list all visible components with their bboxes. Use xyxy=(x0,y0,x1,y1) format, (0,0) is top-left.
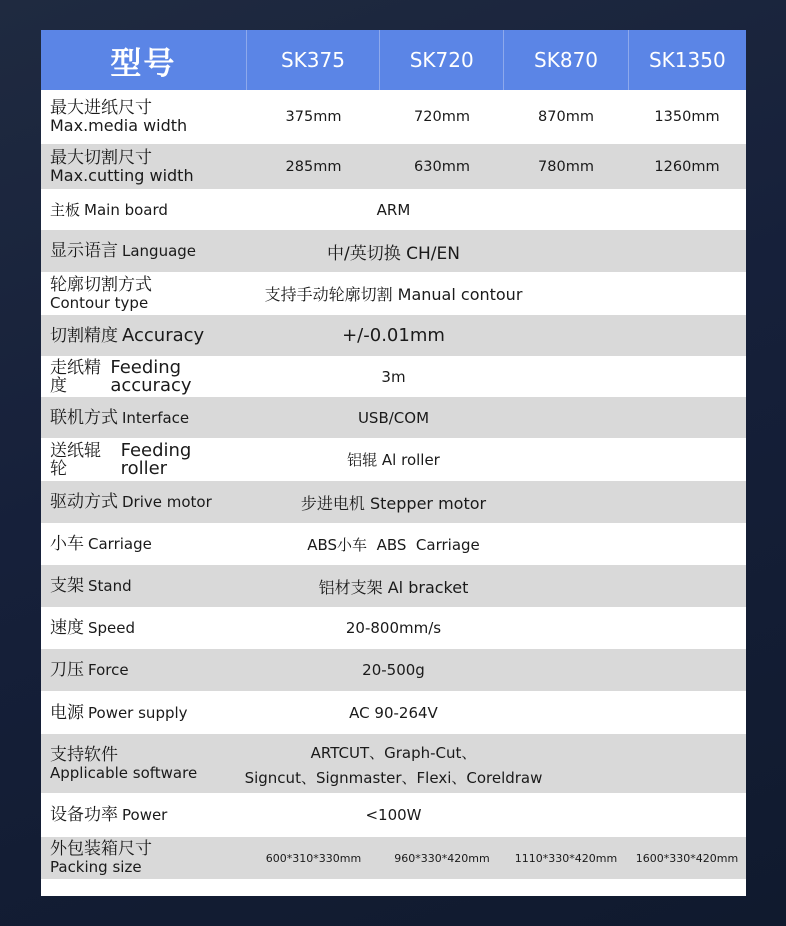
label-zh: 最大进纸尺寸 xyxy=(50,98,152,118)
row-value: 铝辊 Al roller xyxy=(347,451,440,469)
table-row xyxy=(41,691,746,734)
label-en: Speed xyxy=(88,619,136,637)
label-en: Carriage xyxy=(88,535,152,553)
label-zh: 联机方式 xyxy=(50,407,118,428)
table-row xyxy=(41,607,746,649)
model-sk870: SK870 xyxy=(503,30,627,90)
label-en: Contour type xyxy=(50,293,149,312)
label-zh: 速度 xyxy=(50,618,84,638)
row-value: ABS小车 ABS Carriage xyxy=(307,535,480,554)
row-value: USB/COM xyxy=(357,408,430,427)
label-en: Max.media width xyxy=(50,116,188,135)
label-zh: 主板 xyxy=(50,200,81,219)
row-value: 20-500g xyxy=(362,661,425,679)
row-value: +/-0.01mm xyxy=(342,325,445,346)
value-sk1350: 1260mm xyxy=(654,158,720,175)
label-zh: 驱动方式 xyxy=(50,492,118,512)
row-label xyxy=(41,149,241,185)
value-sk870: 780mm xyxy=(538,158,594,175)
value-sk720: 960*330*420mm xyxy=(394,851,490,865)
row-value: 中/英切换 CH/EN xyxy=(327,243,460,264)
value-sk720: 720mm xyxy=(414,109,470,125)
table-row xyxy=(41,734,746,793)
label-zh: 最大切割尺寸 xyxy=(50,147,152,168)
software-line-2: Signcut、Signmaster、Flexi、Coreldraw xyxy=(244,769,543,787)
row-label xyxy=(41,840,241,876)
label-zh: 显示语言 xyxy=(50,241,118,261)
value-sk375: 600*310*330mm xyxy=(265,851,362,865)
label-en: Force xyxy=(88,661,129,679)
model-sk1350: SK1350 xyxy=(628,30,746,90)
label-en: Main board xyxy=(84,200,168,219)
label-zh: 设备功率 xyxy=(50,805,118,825)
table-row xyxy=(41,397,746,438)
row-label xyxy=(41,99,241,135)
row-value: 步进电机 Stepper motor xyxy=(300,493,487,513)
table-row xyxy=(41,272,746,315)
table-row xyxy=(41,438,746,481)
row-value: 铝材支架 Al bracket xyxy=(318,577,469,597)
label-zh: 轮廓切割方式 xyxy=(50,274,152,295)
model-sk375: SK375 xyxy=(246,30,379,90)
table-row xyxy=(41,649,746,691)
table-row xyxy=(41,356,746,397)
label-zh: 外包装箱尺寸 xyxy=(50,839,152,859)
label-en: Power xyxy=(122,806,168,824)
table-row xyxy=(41,230,746,272)
label-en: Max.cutting width xyxy=(50,165,194,185)
value-sk720: 630mm xyxy=(414,158,470,175)
model-sk720: SK720 xyxy=(379,30,503,90)
label-en: Interface xyxy=(122,408,190,427)
row-value: ARM xyxy=(376,200,411,219)
label-zh: 小车 xyxy=(50,534,84,554)
label-en: Applicable software xyxy=(50,763,198,782)
model-header: 型号 xyxy=(110,45,177,82)
table-row xyxy=(41,565,746,607)
value-sk375: 375mm xyxy=(285,109,342,125)
value-sk1350: 1600*330*420mm xyxy=(635,851,739,865)
table-row xyxy=(41,481,746,523)
label-en: Power supply xyxy=(88,703,188,722)
table-row xyxy=(41,189,746,230)
row-value: 20-800mm/s xyxy=(345,619,442,637)
label-zh: 走纸精度 xyxy=(50,357,101,396)
table-row xyxy=(41,523,746,565)
row-value: <100W xyxy=(365,806,422,824)
row-value: 3m xyxy=(381,367,406,386)
label-en: Stand xyxy=(88,577,132,595)
software-line-1: ARTCUT、Graph-Cut、 xyxy=(310,744,477,762)
row-value: AC 90-264V xyxy=(349,703,438,722)
value-sk870: 1110*330*420mm xyxy=(514,851,618,865)
value-sk1350: 1350mm xyxy=(654,109,720,125)
table-row xyxy=(41,90,746,144)
label-en: Feeding roller xyxy=(120,439,192,479)
table-row xyxy=(41,793,746,837)
label-zh: 送纸辊轮 xyxy=(50,440,101,479)
label-zh: 支持软件 xyxy=(50,744,118,765)
value-sk375: 285mm xyxy=(285,158,342,175)
table-row xyxy=(41,144,746,189)
label-zh: 电源 xyxy=(50,702,84,723)
label-zh: 切割精度 xyxy=(50,325,118,346)
label-en: Language xyxy=(122,242,197,260)
table-header xyxy=(41,30,746,90)
label-en: Accuracy xyxy=(122,324,205,346)
table-row xyxy=(41,837,746,879)
spec-rows xyxy=(41,90,746,879)
label-en: Drive motor xyxy=(122,493,212,511)
label-en: Packing size xyxy=(50,858,142,876)
label-en: Feeding accuracy xyxy=(110,356,192,396)
table-row xyxy=(41,315,746,356)
label-zh: 刀压 xyxy=(50,660,84,680)
row-value: 支持手动轮廓切割 Manual contour xyxy=(264,285,523,304)
spec-table xyxy=(41,30,746,896)
label-zh: 支架 xyxy=(50,576,84,596)
value-sk870: 870mm xyxy=(538,109,594,125)
